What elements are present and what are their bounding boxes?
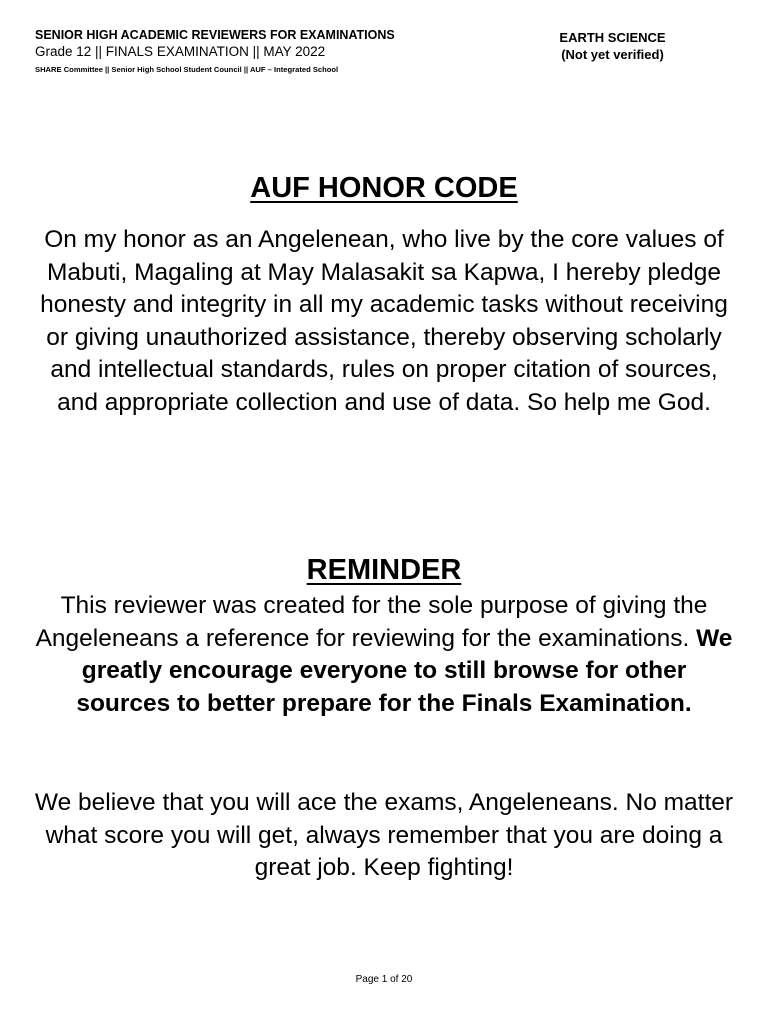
honor-code-text: On my honor as an Angelenean, who live by the core values of Mabuti, Magaling at May Malasakit sa Kapwa, I hereby pledge honesty and integrity in all my academic tasks without receiving or giving unauthorized assistance, thereby observing scholarly and intellectual standards, rules on proper citation of sources, and appropriate collection and use of data. So help me God. bbox=[40, 226, 728, 416]
honor-code-section bbox=[34, 170, 734, 419]
honor-code-title: AUF HONOR CODE bbox=[250, 172, 518, 204]
verification-status: (Not yet verified) bbox=[561, 47, 664, 62]
reminder-text bbox=[34, 590, 734, 720]
closing-message: We believe that you will ace the exams, Angeleneans. No matter what score you will get, always remember that you are doing a great job. Keep fighting! bbox=[34, 789, 734, 881]
header-title: SENIOR HIGH ACADEMIC REVIEWERS FOR EXAMINATIONS bbox=[35, 28, 395, 42]
reminder-text-bold: We greatly encourage everyone to still browse for other sources to better prepare for the Finals Examination. bbox=[76, 624, 733, 717]
header-committee-line: SHARE Committee || Senior High School Student Council || AUF – Integrated School bbox=[35, 65, 339, 74]
document-header bbox=[35, 27, 475, 76]
reminder-text-plain: This reviewer was created for the sole purpose of giving the Angeleneans a reference for reviewing for the examinations. bbox=[35, 592, 708, 652]
reminder-section bbox=[34, 552, 734, 720]
header-exam-line: Grade 12 || FINALS EXAMINATION || MAY 2022 bbox=[35, 44, 326, 59]
subject-block bbox=[540, 29, 685, 63]
page-number: Page 1 of 20 bbox=[355, 974, 413, 985]
subject-label: EARTH SCIENCE bbox=[559, 30, 666, 45]
reminder-title: REMINDER bbox=[306, 554, 462, 586]
